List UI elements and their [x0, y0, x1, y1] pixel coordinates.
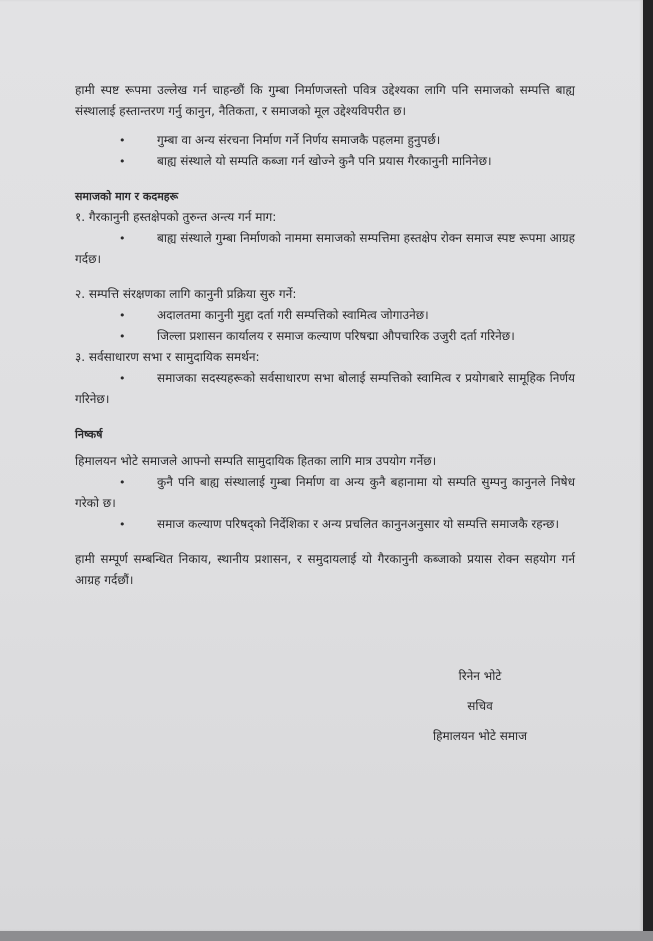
demand-3-title: ३. सर्वसाधारण सभा र सामुदायिक समर्थन:: [75, 350, 260, 364]
scan-edge-right: [643, 0, 653, 941]
intro-bullet-item: • गुम्बा वा अन्य संरचना निर्माण गर्ने निर्णय समाजकै पहलमा हुनुपर्छ।: [75, 130, 575, 151]
conclusion-bullet: • कुनै पनि बाह्य संस्थालाई गुम्बा निर्माण वा अन्य कुनै बहानामा यो सम्पति सुम्पनु कानुनले निषेध गरेको छ।: [75, 472, 575, 514]
demand-3-bullet: • समाजका सदस्यहरूको सर्वसाधारण सभा बोलाई सम्पत्तिको स्वामित्व र प्रयोगबारे सामूहिक निर्णय गरिनेछ।: [75, 368, 575, 410]
demand-2-title: २. सम्पत्ति संरक्षणका लागि कानुनी प्रक्रिया सुरु गर्ने:: [75, 287, 297, 301]
demands-heading: समाजको माग र कदमहरू: [75, 190, 179, 203]
spacer: [75, 172, 575, 186]
demand-2-bullet: • जिल्ला प्रशासन कार्यालय र समाज कल्याण परिषद्मा औपचारिक उजुरी दर्ता गरिनेछ।: [75, 326, 575, 347]
scan-edge-bottom: [0, 931, 653, 941]
intro-paragraph: हामी स्पष्ट रूपमा उल्लेख गर्न चाहन्छौं कि गुम्बा निर्माणजस्तो पवित्र उद्देश्यका लागि पनि समाजको सम्पत्ति बाह्य संस्थालाई हस्तान्तरण गर्नु कानुन, नैतिकता, र समाजको मूल उद्देश्यविपरीत छ।: [75, 83, 575, 118]
intro-bullet-list: [75, 130, 575, 172]
document-body: [75, 80, 575, 591]
spacer: [75, 410, 575, 424]
closing-paragraph: हामी सम्पूर्ण सम्बन्धित निकाय, स्थानीय प्रशासन, र समुदायलाई यो गैरकानुनी कब्जाको प्रयास रोक्न सहयोग गर्न आग्रह गर्दछौं।: [75, 552, 575, 587]
demand-1-bullet: • बाह्य संस्थाले गुम्बा निर्माणको नाममा समाजको सम्पत्तिमा हस्तक्षेप रोक्न समाज स्पष्ट रूपमा आग्रह गर्दछ।: [75, 228, 575, 270]
intro-bullet-item: • बाह्य संस्थाले यो सम्पति कब्जा गर्न खोज्ने कुनै पनि प्रयास गैरकानुनी मानिनेछ।: [75, 151, 575, 172]
conclusion-bullet: • समाज कल्याण परिषद्को निर्देशिका र अन्य प्रचलित कानुनअनुसार यो सम्पत्ति समाजकै रहन्छ।: [75, 514, 575, 535]
conclusion-paragraph: हिमालयन भोटे समाजले आफ्नो सम्पति सामुदायिक हितका लागि मात्र उपयोग गर्नेछ।: [75, 454, 437, 468]
signatory-organization: हिमालयन भोटे समाज: [432, 729, 528, 743]
spacer: [75, 270, 575, 284]
signature-block: [410, 661, 550, 751]
spacer: [75, 535, 575, 549]
demand-2-bullet: • अदालतमा कानुनी मुद्दा दर्ता गरी सम्पत्तिको स्वामित्व जोगाउनेछ।: [75, 305, 575, 326]
demand-1-title: १. गैरकानुनी हस्तक्षेपको तुरुन्त अन्त्य गर्न माग:: [75, 210, 277, 224]
signatory-name: रिनेन भोटे: [458, 669, 502, 683]
conclusion-heading: निष्कर्ष: [75, 428, 103, 441]
signatory-title: सचिव: [467, 699, 493, 713]
